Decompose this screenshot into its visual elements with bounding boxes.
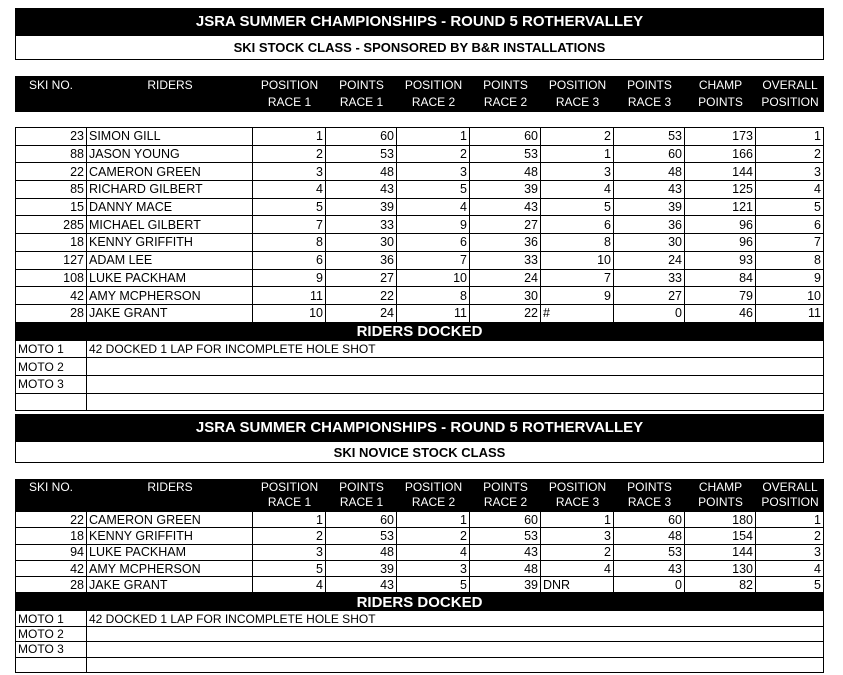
- column-header-line1: POINTS: [339, 78, 384, 92]
- points-race-1-cell: 43: [326, 181, 397, 199]
- table-row: [15, 181, 824, 199]
- points-race-1-cell: 39: [326, 561, 397, 577]
- position-race-2-cell: 2: [397, 528, 470, 544]
- position-race-3-cell: 2: [541, 545, 614, 561]
- column-header: [326, 76, 397, 112]
- points-race-2-cell: 27: [470, 216, 541, 234]
- position-race-1-cell: 5: [253, 561, 326, 577]
- rider-name-cell: DANNY MACE: [87, 199, 253, 217]
- column-header-line1: SKI NO.: [28, 480, 73, 494]
- position-race-2-cell: 10: [397, 270, 470, 288]
- position-race-3-cell: 6: [541, 216, 614, 234]
- points-race-1-cell: 39: [326, 199, 397, 217]
- champ-points-cell: 93: [685, 252, 756, 270]
- moto-label: [15, 394, 87, 412]
- ski-no-cell: 285: [15, 216, 87, 234]
- position-race-3-cell: 7: [541, 270, 614, 288]
- docked-note: [87, 358, 824, 376]
- points-race-3-cell: 43: [614, 561, 685, 577]
- overall-position-cell: 6: [756, 216, 824, 234]
- champ-points-cell: 173: [685, 128, 756, 146]
- column-header-line1: OVERALL: [762, 480, 818, 494]
- points-race-2-cell: 53: [470, 528, 541, 544]
- column-header: [15, 479, 87, 511]
- position-race-2-cell: 1: [397, 128, 470, 146]
- points-race-3-cell: 39: [614, 199, 685, 217]
- champ-points-cell: 125: [685, 181, 756, 199]
- column-header-line2: RACE 3: [627, 495, 672, 509]
- points-race-3-cell: 30: [614, 234, 685, 252]
- points-race-1-cell: 43: [326, 577, 397, 593]
- ski-no-cell: 22: [15, 512, 87, 528]
- champ-points-cell: 84: [685, 270, 756, 288]
- column-header-line1: RIDERS: [147, 78, 193, 92]
- points-race-1-cell: 60: [326, 128, 397, 146]
- ski-no-cell: 22: [15, 163, 87, 181]
- position-race-1-cell: 6: [253, 252, 326, 270]
- table-row: [15, 252, 824, 270]
- column-header: [756, 479, 824, 511]
- column-header-line1: SKI NO.: [28, 78, 73, 92]
- overall-position-cell: 8: [756, 252, 824, 270]
- moto-label: MOTO 1: [15, 611, 87, 626]
- overall-position-cell: 1: [756, 128, 824, 146]
- points-race-3-cell: 24: [614, 252, 685, 270]
- results-table-body: [15, 511, 824, 593]
- rider-name-cell: ADAM LEE: [87, 252, 253, 270]
- docked-note: [87, 642, 824, 657]
- column-header-line2: POINTS: [698, 95, 743, 109]
- column-header-line1: POINTS: [627, 78, 672, 92]
- champ-points-cell: 79: [685, 287, 756, 305]
- points-race-2-cell: 33: [470, 252, 541, 270]
- position-race-2-cell: 8: [397, 287, 470, 305]
- ski-no-cell: 108: [15, 270, 87, 288]
- column-header-line2: RACE 2: [483, 95, 528, 109]
- moto-label: MOTO 2: [15, 627, 87, 642]
- position-race-1-cell: 3: [253, 545, 326, 561]
- position-race-2-cell: 9: [397, 216, 470, 234]
- results-table-body: [15, 127, 824, 323]
- points-race-1-cell: 53: [326, 528, 397, 544]
- points-race-3-cell: 60: [614, 512, 685, 528]
- overall-position-cell: 9: [756, 270, 824, 288]
- column-header-line2: RACE 1: [267, 95, 312, 109]
- table-row: [15, 287, 824, 305]
- points-race-3-cell: 48: [614, 163, 685, 181]
- points-race-3-cell: 43: [614, 181, 685, 199]
- rider-name-cell: AMY MCPHERSON: [87, 287, 253, 305]
- riders-docked-title: RIDERS DOCKED: [15, 323, 824, 341]
- column-header-line2: RACE 2: [483, 495, 528, 509]
- points-race-1-cell: 60: [326, 512, 397, 528]
- overall-position-cell: 7: [756, 234, 824, 252]
- points-race-2-cell: 39: [470, 181, 541, 199]
- docked-note: [87, 376, 824, 394]
- position-race-2-cell: 3: [397, 561, 470, 577]
- table-row: [15, 545, 824, 561]
- rider-name-cell: KENNY GRIFFITH: [87, 528, 253, 544]
- points-race-3-cell: 53: [614, 545, 685, 561]
- points-race-3-cell: 0: [614, 305, 685, 323]
- ski-no-cell: 28: [15, 305, 87, 323]
- position-race-2-cell: 7: [397, 252, 470, 270]
- column-header-line1: POINTS: [627, 480, 672, 494]
- docked-note: 42 DOCKED 1 LAP FOR INCOMPLETE HOLE SHOT: [87, 611, 824, 626]
- table-row: [15, 512, 824, 528]
- points-race-1-cell: 24: [326, 305, 397, 323]
- ski-no-cell: 18: [15, 234, 87, 252]
- points-race-3-cell: 33: [614, 270, 685, 288]
- column-header-line2: RACE 3: [555, 95, 600, 109]
- column-header-line1: CHAMP: [698, 480, 743, 494]
- moto-label: MOTO 3: [15, 642, 87, 657]
- overall-position-cell: 1: [756, 512, 824, 528]
- overall-position-cell: 5: [756, 577, 824, 593]
- ski-no-cell: 28: [15, 577, 87, 593]
- column-header-line1: POSITION: [404, 480, 463, 494]
- points-race-3-cell: 48: [614, 528, 685, 544]
- rider-name-cell: SIMON GILL: [87, 128, 253, 146]
- column-header-line2: RACE 3: [627, 95, 672, 109]
- column-header: [15, 76, 87, 112]
- points-race-2-cell: 36: [470, 234, 541, 252]
- position-race-1-cell: 1: [253, 128, 326, 146]
- position-race-3-cell: 10: [541, 252, 614, 270]
- position-race-3-cell: 1: [541, 146, 614, 164]
- column-header-line1: RIDERS: [147, 480, 193, 494]
- docked-note: [87, 658, 824, 673]
- column-header: [87, 76, 253, 112]
- points-race-2-cell: 24: [470, 270, 541, 288]
- rider-name-cell: MICHAEL GILBERT: [87, 216, 253, 234]
- rider-name-cell: CAMERON GREEN: [87, 512, 253, 528]
- position-race-3-cell: 8: [541, 234, 614, 252]
- column-header-line2: RACE 1: [339, 495, 384, 509]
- position-race-3-cell: 9: [541, 287, 614, 305]
- column-header: [541, 479, 614, 511]
- ski-no-cell: 42: [15, 561, 87, 577]
- column-header: [470, 479, 541, 511]
- position-race-1-cell: 9: [253, 270, 326, 288]
- position-race-3-cell: 2: [541, 128, 614, 146]
- position-race-1-cell: 4: [253, 181, 326, 199]
- champ-points-cell: 144: [685, 163, 756, 181]
- rider-name-cell: LUKE PACKHAM: [87, 270, 253, 288]
- table-header: [15, 479, 824, 511]
- position-race-3-cell: 4: [541, 561, 614, 577]
- column-header-line2: RACE 2: [411, 95, 456, 109]
- ski-no-cell: 23: [15, 128, 87, 146]
- champ-points-cell: 144: [685, 545, 756, 561]
- column-header: [614, 76, 685, 112]
- table-header: [15, 76, 824, 112]
- column-header-line2: POSITION: [761, 95, 819, 109]
- position-race-1-cell: 10: [253, 305, 326, 323]
- moto-label: MOTO 3: [15, 376, 87, 394]
- column-header-line2: RACE 1: [339, 95, 384, 109]
- column-header: [614, 479, 685, 511]
- points-race-2-cell: 39: [470, 577, 541, 593]
- table-row: [15, 128, 824, 146]
- table-row: [15, 577, 824, 593]
- table-row: [15, 234, 824, 252]
- column-header-line1: POSITION: [404, 78, 463, 92]
- docked-note: 42 DOCKED 1 LAP FOR INCOMPLETE HOLE SHOT: [87, 341, 824, 359]
- column-header: [470, 76, 541, 112]
- champ-points-cell: 96: [685, 216, 756, 234]
- column-header-line2: POSITION: [761, 495, 819, 509]
- position-race-2-cell: 4: [397, 545, 470, 561]
- position-race-3-cell: 4: [541, 181, 614, 199]
- rider-name-cell: LUKE PACKHAM: [87, 545, 253, 561]
- points-race-2-cell: 60: [470, 512, 541, 528]
- results-section-stock: [15, 8, 824, 411]
- ski-no-cell: 94: [15, 545, 87, 561]
- column-header-line1: OVERALL: [762, 78, 818, 92]
- position-race-1-cell: 7: [253, 216, 326, 234]
- ski-no-cell: 127: [15, 252, 87, 270]
- moto-label: MOTO 2: [15, 358, 87, 376]
- event-title: JSRA SUMMER CHAMPIONSHIPS - ROUND 5 ROTHERVALLEY: [15, 8, 824, 35]
- position-race-1-cell: 1: [253, 512, 326, 528]
- points-race-2-cell: 48: [470, 561, 541, 577]
- rider-name-cell: KENNY GRIFFITH: [87, 234, 253, 252]
- points-race-2-cell: 48: [470, 163, 541, 181]
- class-subtitle: SKI STOCK CLASS - SPONSORED BY B&R INSTALLATIONS: [15, 35, 824, 60]
- column-header-line1: POSITION: [548, 480, 607, 494]
- position-race-3-cell: 3: [541, 528, 614, 544]
- points-race-1-cell: 48: [326, 545, 397, 561]
- position-race-1-cell: 2: [253, 146, 326, 164]
- column-header: [397, 479, 470, 511]
- table-row: [15, 146, 824, 164]
- moto-label: [15, 658, 87, 673]
- column-header: [326, 479, 397, 511]
- overall-position-cell: 11: [756, 305, 824, 323]
- position-race-1-cell: 5: [253, 199, 326, 217]
- position-race-2-cell: 4: [397, 199, 470, 217]
- column-header-line1: POSITION: [260, 480, 319, 494]
- position-race-1-cell: 2: [253, 528, 326, 544]
- points-race-2-cell: 30: [470, 287, 541, 305]
- column-header: [87, 479, 253, 511]
- column-header-line1: POINTS: [483, 78, 528, 92]
- points-race-3-cell: 36: [614, 216, 685, 234]
- column-header: [756, 76, 824, 112]
- points-race-2-cell: 22: [470, 305, 541, 323]
- points-race-1-cell: 53: [326, 146, 397, 164]
- table-row: [15, 199, 824, 217]
- champ-points-cell: 154: [685, 528, 756, 544]
- points-race-1-cell: 30: [326, 234, 397, 252]
- champ-points-cell: 82: [685, 577, 756, 593]
- moto-label: MOTO 1: [15, 341, 87, 359]
- overall-position-cell: 3: [756, 163, 824, 181]
- points-race-3-cell: 0: [614, 577, 685, 593]
- column-header-line1: CHAMP: [698, 78, 743, 92]
- position-race-1-cell: 11: [253, 287, 326, 305]
- position-race-1-cell: 8: [253, 234, 326, 252]
- position-race-3-cell: DNR: [541, 577, 614, 593]
- rider-name-cell: RICHARD GILBERT: [87, 181, 253, 199]
- rider-name-cell: JAKE GRANT: [87, 577, 253, 593]
- points-race-2-cell: 53: [470, 146, 541, 164]
- column-header-line1: POINTS: [339, 480, 384, 494]
- points-race-1-cell: 22: [326, 287, 397, 305]
- points-race-1-cell: 27: [326, 270, 397, 288]
- table-row: [15, 528, 824, 544]
- class-subtitle: SKI NOVICE STOCK CLASS: [15, 441, 824, 463]
- ski-no-cell: 42: [15, 287, 87, 305]
- rider-name-cell: JASON YOUNG: [87, 146, 253, 164]
- position-race-3-cell: 5: [541, 199, 614, 217]
- column-header: [541, 76, 614, 112]
- overall-position-cell: 10: [756, 287, 824, 305]
- column-header: [253, 479, 326, 511]
- position-race-2-cell: 3: [397, 163, 470, 181]
- ski-no-cell: 18: [15, 528, 87, 544]
- docked-note: [87, 627, 824, 642]
- points-race-3-cell: 60: [614, 146, 685, 164]
- points-race-3-cell: 53: [614, 128, 685, 146]
- docked-table: [15, 611, 824, 673]
- overall-position-cell: 3: [756, 545, 824, 561]
- overall-position-cell: 5: [756, 199, 824, 217]
- table-row: [15, 561, 824, 577]
- champ-points-cell: 121: [685, 199, 756, 217]
- docked-note: [87, 394, 824, 412]
- column-header-line1: POINTS: [483, 480, 528, 494]
- points-race-2-cell: 60: [470, 128, 541, 146]
- points-race-1-cell: 33: [326, 216, 397, 234]
- position-race-2-cell: 1: [397, 512, 470, 528]
- ski-no-cell: 88: [15, 146, 87, 164]
- event-title: JSRA SUMMER CHAMPIONSHIPS - ROUND 5 ROTHERVALLEY: [15, 414, 824, 441]
- champ-points-cell: 130: [685, 561, 756, 577]
- position-race-3-cell: 3: [541, 163, 614, 181]
- table-row: [15, 305, 824, 323]
- points-race-1-cell: 36: [326, 252, 397, 270]
- column-header-line2: RACE 2: [411, 495, 456, 509]
- overall-position-cell: 4: [756, 561, 824, 577]
- column-header-line1: POSITION: [260, 78, 319, 92]
- column-header-line2: RACE 3: [555, 495, 600, 509]
- rider-name-cell: CAMERON GREEN: [87, 163, 253, 181]
- rider-name-cell: AMY MCPHERSON: [87, 561, 253, 577]
- points-race-1-cell: 48: [326, 163, 397, 181]
- position-race-2-cell: 5: [397, 577, 470, 593]
- column-header: [685, 479, 756, 511]
- champ-points-cell: 46: [685, 305, 756, 323]
- overall-position-cell: 2: [756, 146, 824, 164]
- overall-position-cell: 2: [756, 528, 824, 544]
- points-race-2-cell: 43: [470, 199, 541, 217]
- column-header-line2: POINTS: [698, 495, 743, 509]
- table-row: [15, 270, 824, 288]
- column-header-line2: RACE 1: [267, 495, 312, 509]
- position-race-1-cell: 4: [253, 577, 326, 593]
- ski-no-cell: 85: [15, 181, 87, 199]
- docked-table: [15, 341, 824, 412]
- position-race-2-cell: 5: [397, 181, 470, 199]
- overall-position-cell: 4: [756, 181, 824, 199]
- champ-points-cell: 166: [685, 146, 756, 164]
- position-race-3-cell: #: [541, 305, 614, 323]
- ski-no-cell: 15: [15, 199, 87, 217]
- table-row: [15, 216, 824, 234]
- column-header: [397, 76, 470, 112]
- column-header: [685, 76, 756, 112]
- points-race-2-cell: 43: [470, 545, 541, 561]
- column-header: [253, 76, 326, 112]
- position-race-1-cell: 3: [253, 163, 326, 181]
- table-row: [15, 163, 824, 181]
- column-header-line1: POSITION: [548, 78, 607, 92]
- position-race-2-cell: 2: [397, 146, 470, 164]
- position-race-2-cell: 6: [397, 234, 470, 252]
- points-race-3-cell: 27: [614, 287, 685, 305]
- champ-points-cell: 96: [685, 234, 756, 252]
- results-section-novice-stock: [15, 414, 824, 673]
- champ-points-cell: 180: [685, 512, 756, 528]
- riders-docked-title: RIDERS DOCKED: [15, 593, 824, 611]
- rider-name-cell: JAKE GRANT: [87, 305, 253, 323]
- position-race-3-cell: 1: [541, 512, 614, 528]
- position-race-2-cell: 11: [397, 305, 470, 323]
